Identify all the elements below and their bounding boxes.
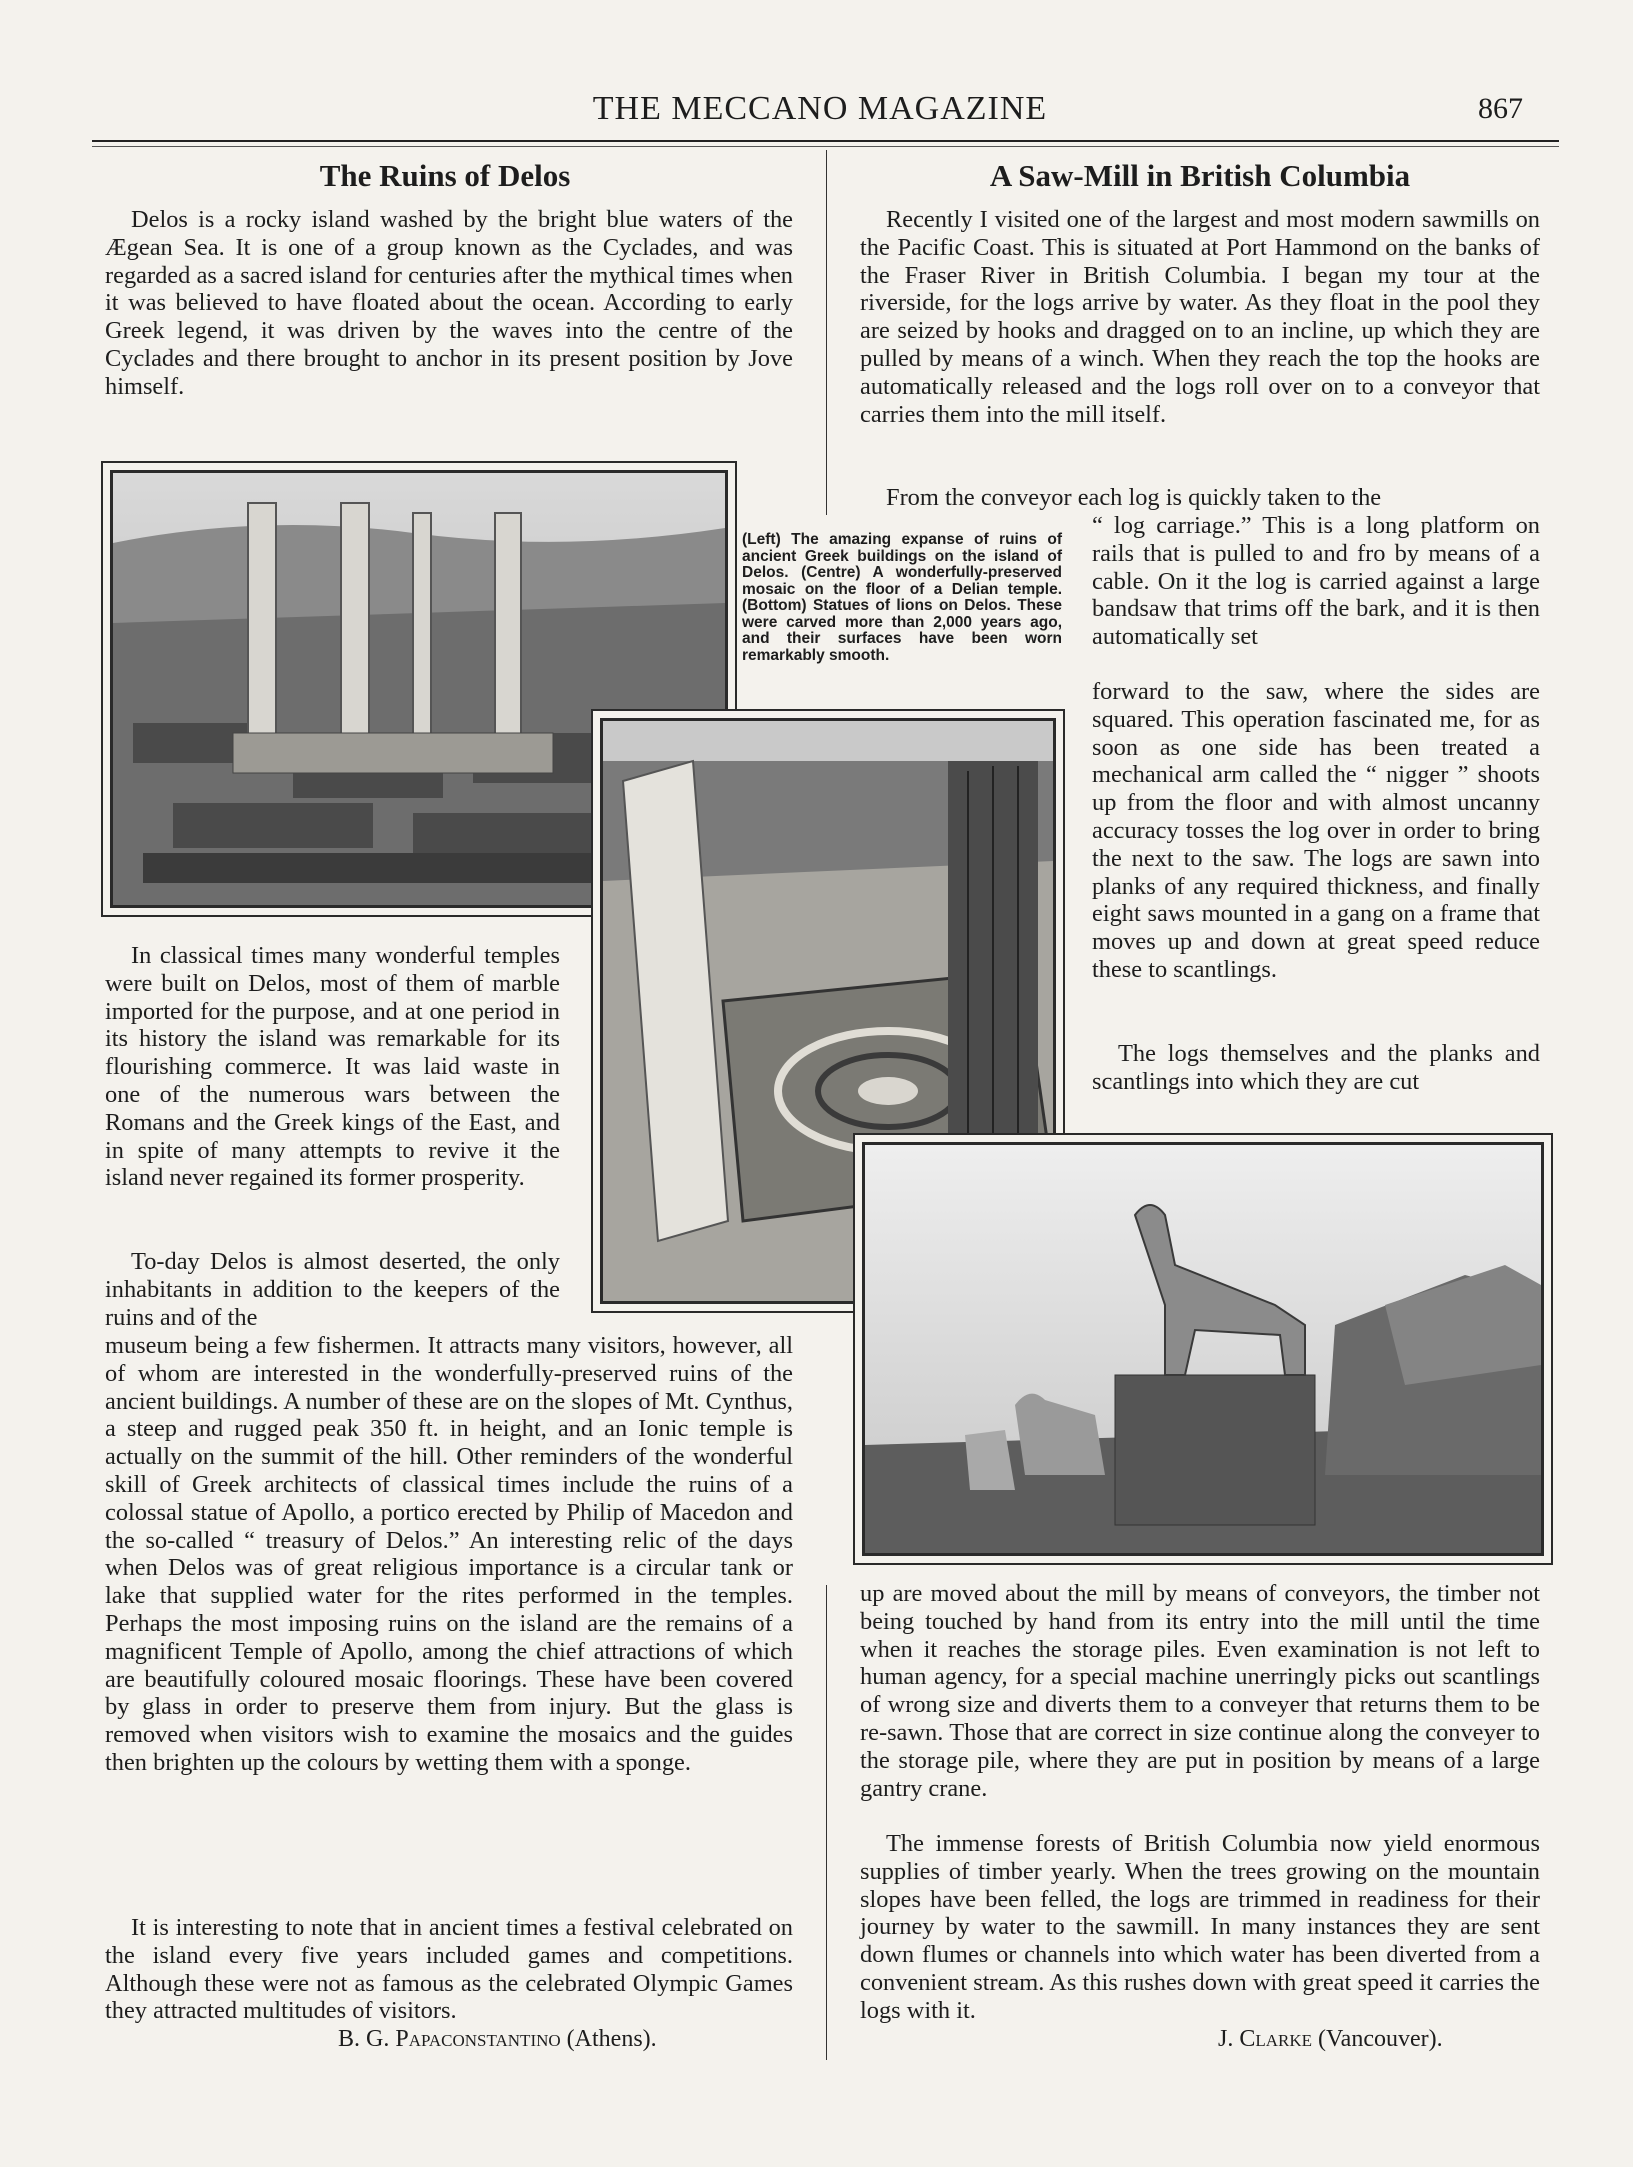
- sawmill-paragraph-4: The immense forests of British Columbia now yield enormous supplies of timber yearly. When the trees growing on the mountain slopes have been felled, the logs are trimmed in readiness for their journey by water to the sawmill. In many instances they are sent down flumes or channels into which water has been diverted from a convenient stream. As this rushes down with great speed it carries the logs with it.: [860, 1830, 1540, 2024]
- column-divider-bottom: [826, 1585, 827, 2060]
- sawmill-paragraph-3: The logs themselves and the planks and scantlings into which they are cut: [1092, 1040, 1540, 1095]
- sawmill-paragraph-1: Recently I visited one of the largest and most modern sawmills on the Pacific Coast. This is situated at Port Hammond on the banks of the Fraser River in British Columbia. I began my tour at the riverside, for the logs arrive by water. As they float in the pool they are seized by hooks and dragged on to an incline, up which they are pulled by means of a winch. When they reach the top the hooks are automatically released and the logs roll over on to a conveyor that carries them into the mill itself.: [860, 206, 1540, 428]
- delos-paragraph-4: It is interesting to note that in ancient times a festival celebrated on the island every five years included games and competitions. Although these were not as famous as the celebrated Olympic Games they attracted multitudes of visitors.: [105, 1914, 793, 2025]
- lions-photo: [862, 1142, 1544, 1556]
- author-place: (Athens).: [566, 2026, 657, 2052]
- sawmill-paragraph-2: From the conveyor each log is quickly taken to the: [886, 484, 1382, 511]
- header-rule-thin: [92, 146, 1559, 147]
- header-rule: [92, 140, 1559, 142]
- author-name: J. Clarke: [1218, 2026, 1313, 2052]
- delos-paragraph-3: To-day Delos is almost deserted, the only inhabitants in addition to the keepers of the ruins and of the: [105, 1248, 560, 1331]
- delos-paragraph-1: Delos is a rocky island washed by the bright blue waters of the Ægean Sea. It is one of a group known as the Cyclades, and was regarded as a sacred island for centuries after the mythical times when it was believed to have floated about the ocean. According to early Greek legend, it was driven by the waves into the centre of the Cyclades and there brought to anchor in its present position by Jove himself.: [105, 206, 793, 400]
- column-divider-top: [826, 150, 827, 515]
- magazine-title: THE MECCANO MAGAZINE: [592, 90, 1048, 127]
- sawmill-paragraph-2-continued: “ log carriage.” This is a long platform on rails that is pulled to and fro by means of a cable. On it the log is carried against a large bandsaw that trims off the bark, and it is then automatically set: [1092, 512, 1540, 651]
- sawmill-paragraph-2-continued-b: forward to the saw, where the sides are squared. This operation fascinated me, for as soon as one side has been treated a mechanical arm called the “ nigger ” shoots up from the floor and with almost uncanny accuracy tosses the log over in order to bring the next to the saw. The logs are sawn into planks of any required thickness, and finally eight saws mounted in a gang on a frame that moves up and down at great speed reduce these to scantlings.: [1092, 678, 1540, 983]
- author-name: B. G. Papaconstantino: [338, 2026, 561, 2052]
- sawmill-byline: [1218, 2026, 1443, 2053]
- sawmill-paragraph-3-continued: up are moved about the mill by means of conveyors, the timber not being touched by hand from its entry into the mill until the time when it reaches the storage piles. Even examination is not left to human agency, for a special machine unerringly picks out scantlings of wrong size and diverts them to a conveyer that returns them to be re-sawn. Those that are correct in size continue along the conveyer to the storage pile, where they are put in position by means of a large gantry crane.: [860, 1580, 1540, 1802]
- delos-paragraph-3-continued: museum being a few fishermen. It attracts many visitors, however, all of whom are interested in the wonderfully-preserved ruins of the ancient buildings. A number of these are on the slopes of Mt. Cynthus, a steep and rugged peak 350 ft. in height, and an Ionic temple is actually on the summit of the hill. Other reminders of the wonderful skill of Greek architects of classical times include the ruins of a colossal statue of Apollo, a portico erected by Philip of Macedon and the so-called “ treasury of Delos.” An interesting relic of the days when Delos was of great religious importance is a circular tank or lake that supplied water for the rites performed in the temples. Perhaps the most imposing ruins on the island are the remains of a magnificent Temple of Apollo, among the chief attractions of which are beautifully coloured mosaic floorings. These have been covered by glass in order to preserve them from injury. But the glass is removed when visitors wish to examine the mosaics and the guides then brighten up the colours by wetting them with a sponge.: [105, 1332, 793, 1776]
- article-title-delos: The Ruins of Delos: [319, 158, 571, 193]
- delos-byline: [338, 2026, 657, 2053]
- photo-caption: (Left) The amazing expanse of ruins of ancient Greek buildings on the island of Delos. (Centre) A wonderfully-preserved mosaic on the floor of a Delian temple. (Bottom) Statues of lions on Delos. These were carved more than 2,000 years ago, and their surfaces have been worn remarkably smooth.: [742, 531, 1062, 664]
- lions-image: [865, 1145, 1541, 1553]
- page-number: 867: [1478, 92, 1523, 125]
- delos-paragraph-2: In classical times many wonderful temples were built on Delos, most of them of marble imported for the purpose, and at one period in its history the island was remarkable for its flourishing commerce. It was laid waste in one of the numerous wars between the Romans and the Greek kings of the East, and in spite of many attempts to revive it the island never regained its former prosperity.: [105, 942, 560, 1192]
- article-title-sawmill: A Saw-Mill in British Columbia: [989, 158, 1411, 193]
- author-place: (Vancouver).: [1318, 2026, 1443, 2052]
